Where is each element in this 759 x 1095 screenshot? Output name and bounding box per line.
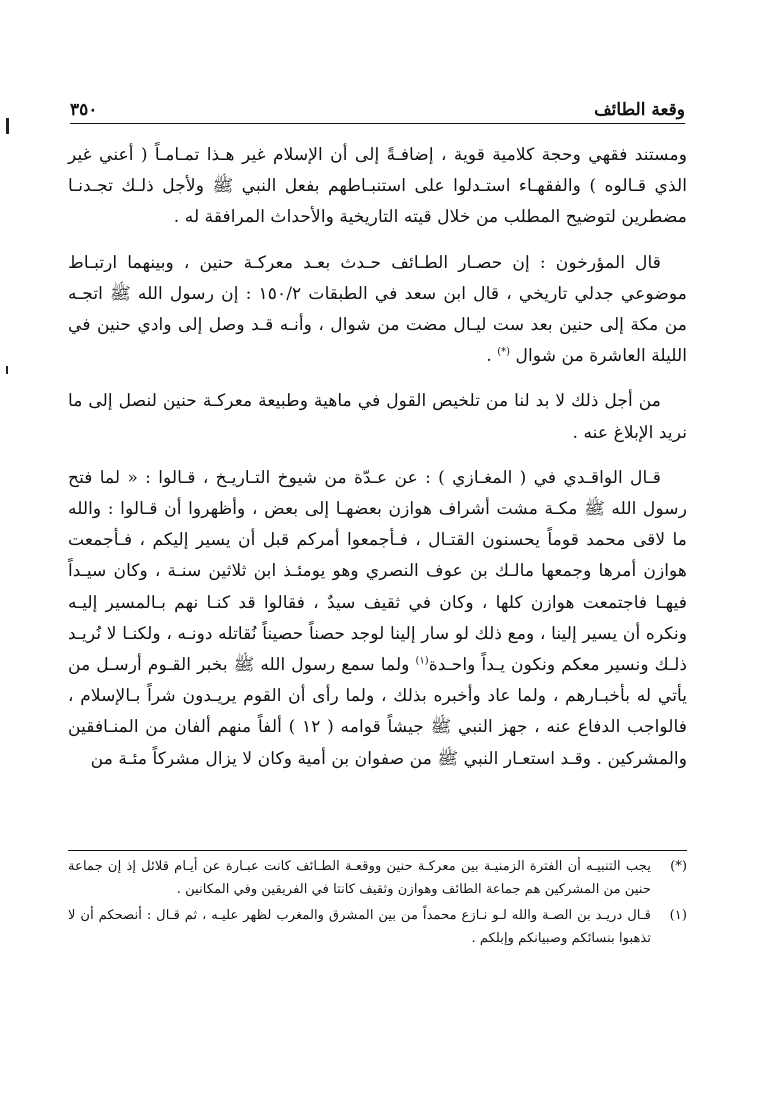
main-text: [68, 140, 687, 789]
footnote: [68, 856, 687, 901]
footnote-ref: (*): [497, 346, 511, 358]
footnote-text: قـال دريـد بن الصـة والله لـو نـازع محمداً من بين المشرق والمغرب لظهر عليـه ، ثم قـال : أنصحكم أن لا تذهبوا بنسائكم وصبيانكم وإبلكم .: [68, 908, 651, 946]
scan-edge-mark: [6, 366, 8, 374]
footnotes: [68, 856, 687, 954]
footnote-text: يجب التنبيـه أن الفترة الزمنيـة بين معركـة حنين ووقعـة الطـائف كانت عبـارة عن أيـام قلائل إذ إن جماعة حنين من المشركين هم جماعة الطائف وهوازن وثقيف كانتا في الفريقين وفي المكانين .: [68, 859, 651, 897]
footnote-mark: (*): [670, 859, 687, 874]
footnote-rule: [68, 850, 687, 851]
footnote-mark: (١): [669, 908, 687, 923]
paragraph: من أجل ذلك لا بد لنا من تلخيص القول في ماهية وطبيعة معركـة حنين لنصل إلى ما نريد الإبلاغ عنه .: [68, 391, 687, 443]
footnote-ref: (١): [415, 655, 429, 667]
header-title: وقعة الطائف: [594, 100, 685, 120]
scan-edge-mark: [6, 118, 9, 134]
paragraph: ومستند فقهي وحجة كلامية قوية ، إضافـةً إلى أن الإسلام غير هـذا تمـامـاً ( أعني غير الذي قـالوه ) والفقهـاء استـدلوا على استنبـاطهم بفعل النبي ﷺ ولأجل ذلـك تجـدنـا مضطرين لتوضيح المطلب من خلال قيته التاريخية والأحداث المرافقة له .: [68, 145, 687, 228]
paragraph: قال المؤرخون : إن حصـار الطـائف حـدث بعـد معركـة حنين ، وبينهما ارتبـاط موضوعي جدلي تاريخي ، قال ابن سعد في الطبقات ١٥٠/٢ : إن رسول الله ﷺ اتجـه من مكة إلى حنين بعد ست ليـال مضت من شوال ، وأنـه قـد وصل إلى وادي حنين في الليلة العاشرة من شوال (*) .: [68, 252, 687, 367]
header-rule: [70, 123, 685, 124]
page-number: ٣٥٠: [70, 100, 98, 120]
paragraph: قـال الواقـدي في ( المغـازي ) : عن عـدّة من شيوخ التـاريـخ ، قـالوا : « لما فتح رسول الله ﷺ مكـة مشت أشراف هوازن بعضهـا إلى بعض ، وأظهروا أن قـالوا : والله ما لاقى محمد قوماً يحسنون القتـال ، فـأجمعوا أمركم قبل أن يسير إليكم ، فـأجمعت هوازن أمرها وجمعها مالـك بن عوف النصري وهو يومئـذ ابن ثلاثين سنـة ، وكان سيـداً فيهـا فاجتمعت هوازن كلها ، وكان في ثقيف سيدٌ ، فقالوا قد كنـا نهم بـالمسير إليـه ونكره أن يسير إلينا ، ومع ذلك لو سار إلينا لوجد حصناً حصيناً نُقاتله دونـه ، ولكنـا لا نُريـد ذلـك ونسير معكم ونكون يـداً واحـدة$^{(١)}$ ولما سمع رسول الله ﷺ بخبر القـوم أرسـل من يأتي له بأخبـارهم ، ولما عاد وأخبره بذلك ، ولما رأى أن القوم يريـدون شراً بـالإسلام ، فالواجب الدفاع عنه ، جهز النبي ﷺ جيشاً قوامه ( ١٢ ) ألفاً منهم ألفان من المنـافقين والمشركين . وقـد استعـار النبي ﷺ من صفوان بن أمية وكان لا يزال مشركاً مئـة من: [68, 467, 688, 769]
footnote: [68, 905, 687, 950]
running-header: [70, 90, 685, 120]
